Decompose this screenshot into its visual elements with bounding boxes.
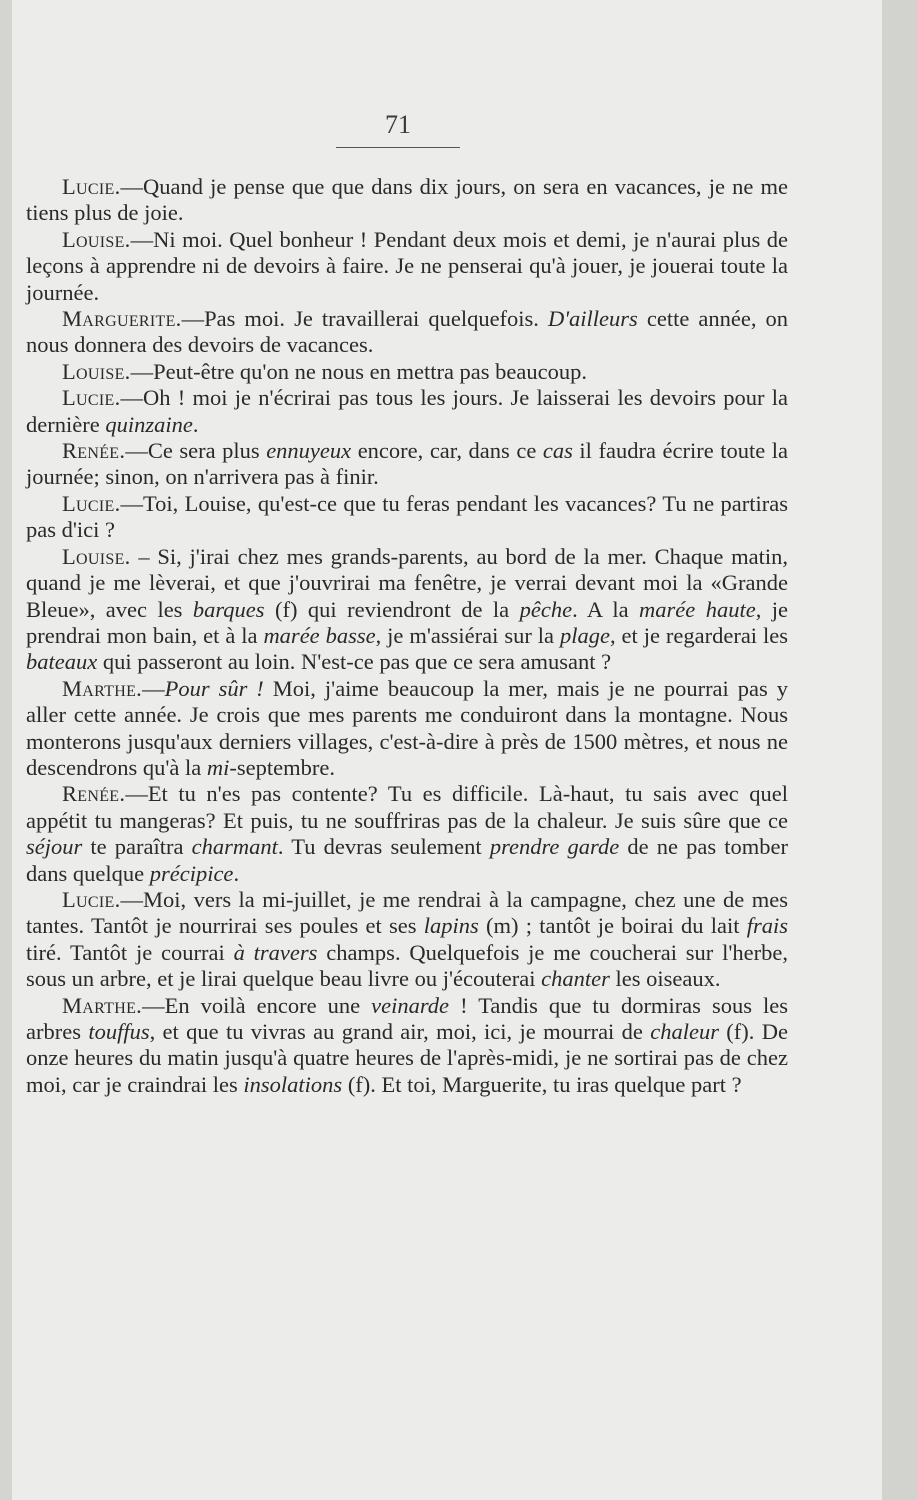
italic-word: Pour sûr ! — [164, 675, 264, 701]
dialogue-text-run: – Si, j'irai chez mes grands-parents, au bord de la mer. Chaque matin, quand je me lèverai, et que j'ouvrirai ma fenêtre, je verrai devant moi la «Grande Bleue», avec les — [26, 543, 788, 622]
speaker-name: Lucie. — [62, 490, 121, 516]
dialogue-text-run: Moi, j'aime beaucoup la mer, mais je ne pourrai pas y aller cette année. Je crois que mes parents me conduiront dans la montagne. Nous monterons jusqu'aux derniers villages, c'est-à-dire à près de 1500 mètres, et nous ne descendrons qu'à la — [26, 675, 788, 780]
speaker-name: Louise. — [62, 543, 131, 569]
dialogue-text-run: . — [233, 860, 240, 886]
dialogue-text-run: —Toi, Louise, qu'est-ce que tu feras pendant les vacances? Tu ne partiras pas d'ici ? — [26, 490, 788, 543]
italic-word: barques — [192, 596, 265, 622]
dialogue-paragraph — [26, 993, 788, 1099]
dialogue-text-run: —En voilà encore une — [142, 992, 372, 1018]
italic-word: touffus — [88, 1019, 150, 1044]
italic-word: plage — [559, 622, 610, 648]
italic-word: chaleur — [650, 1019, 719, 1044]
dialogue-text — [26, 174, 788, 1098]
speaker-name: Marguerite. — [62, 306, 182, 332]
dialogue-text-run: , je prendrai mon bain, et à la — [26, 596, 788, 648]
italic-word: marée basse — [263, 622, 376, 648]
dialogue-text-run: (m) ; tantôt je boirai du lait — [478, 913, 747, 939]
speaker-name: Lucie. — [62, 385, 121, 411]
italic-word: insolations — [243, 1071, 343, 1097]
dialogue-text-run: encore, car, dans ce — [351, 438, 543, 464]
page-outer-edge — [882, 0, 917, 1500]
dialogue-paragraph — [26, 491, 788, 544]
dialogue-text-run: —Peut-être qu'on ne nous en mettra pas beaucoup. — [130, 358, 588, 384]
dialogue-text-run: tiré. Tantôt je courrai — [26, 939, 234, 965]
speaker-name: Renée. — [62, 438, 126, 464]
italic-word: chanter — [541, 966, 610, 992]
dialogue-text-run: ! Tandis que tu dormiras sous les arbres — [26, 992, 788, 1044]
dialogue-text-run: les oiseaux. — [609, 966, 721, 992]
dialogue-paragraph — [26, 174, 788, 227]
dialogue-text-run: qui passeront au loin. N'est-ce pas que ce sera amusant ? — [97, 649, 612, 675]
dialogue-text-run: . A la — [572, 596, 640, 622]
dialogue-paragraph — [26, 544, 788, 676]
page-number-rule — [336, 147, 460, 148]
italic-word: à travers — [233, 939, 318, 965]
dialogue-paragraph — [26, 306, 788, 359]
dialogue-text-run: (f) qui reviendront de la — [264, 596, 520, 622]
dialogue-paragraph — [26, 887, 788, 993]
italic-word: frais — [746, 913, 788, 939]
page-number: 71 — [385, 110, 411, 139]
speaker-name: Louise. — [62, 226, 131, 252]
italic-word: marée haute — [639, 596, 756, 622]
dialogue-paragraph — [26, 781, 788, 887]
dialogue-paragraph — [26, 385, 788, 438]
speaker-name: Louise. — [62, 358, 131, 384]
italic-word: quinzaine — [105, 411, 193, 437]
italic-word: lapins — [423, 913, 479, 939]
dialogue-text-run: — — [142, 675, 165, 701]
dialogue-text-run: —Ce sera plus — [125, 438, 267, 464]
dialogue-text-run: . Tu devras seulement — [277, 834, 490, 860]
speaker-name: Marthe. — [62, 992, 143, 1018]
italic-word: précipice — [149, 860, 234, 886]
dialogue-text-run: (f). Et toi, Marguerite, tu iras quelque part ? — [342, 1071, 742, 1097]
dialogue-text-run: . — [192, 411, 199, 437]
dialogue-text-run: —Moi, vers la mi-juillet, je me rendrai à la campagne, chez une de mes tantes. Tantôt je nourrirai ses poules et ses — [26, 886, 788, 939]
italic-word: séjour — [26, 834, 83, 860]
italic-word: cas — [542, 438, 573, 464]
dialogue-text-run: (f). De onze heures du matin jusqu'à quatre heures de l'après-midi, je ne sortirai pas de chez moi, car je craindrai les — [26, 1019, 788, 1097]
dialogue-paragraph — [26, 227, 788, 306]
dialogue-text-run: —Oh ! moi je n'écrirai pas tous les jours. Je laisserai les devoirs pour la dernière — [26, 385, 788, 437]
dialogue-text-run: —Quand je pense que que dans dix jours, on sera en vacances, je ne me tiens plus de joie. — [26, 174, 788, 226]
italic-word: pêche — [519, 596, 573, 622]
speaker-name: Renée. — [62, 781, 126, 807]
dialogue-text-run: —Ni moi. Quel bonheur ! Pendant deux mois et demi, je n'aurai plus de leçons à apprendre ni de devoirs à faire. Je ne penserai qu'à jouer, je jouerai toute la journée. — [26, 226, 788, 305]
speaker-name: Lucie. — [62, 174, 121, 199]
italic-word: charmant — [191, 834, 278, 860]
italic-word: veinarde — [371, 992, 450, 1018]
dialogue-text-run: champs. Quelquefois je me coucherai sur l'herbe, sous un arbre, et je lirai quelque beau livre ou j'écouterai — [26, 939, 788, 992]
dialogue-text-run: te paraîtra — [82, 834, 192, 860]
dialogue-text-run: cette année, on nous donnera des devoirs de vacances. — [26, 306, 788, 358]
dialogue-text-run: , et que tu vivras au grand air, moi, ici, je mourrai de — [149, 1019, 651, 1044]
italic-word: mi — [206, 754, 230, 780]
dialogue-text-run: de ne pas tomber dans quelque — [26, 834, 788, 886]
italic-word: bateaux — [26, 649, 98, 675]
dialogue-paragraph — [26, 359, 788, 385]
speaker-name: Lucie. — [62, 886, 121, 912]
dialogue-text-run: , et je regarderai les — [609, 622, 788, 648]
italic-word: ennuyeux — [266, 438, 352, 464]
dialogue-text-run: , je m'assiérai sur la — [375, 622, 560, 648]
dialogue-text-run: -septembre. — [229, 754, 335, 780]
dialogue-text-run: il faudra écrire toute la journée; sinon, on n'arrivera pas à finir. — [26, 438, 788, 490]
dialogue-text-run: —Pas moi. Je travaillerai quelquefois. — [181, 306, 548, 332]
italic-word: prendre garde — [489, 834, 620, 860]
dialogue-paragraph — [26, 676, 788, 782]
dialogue-text-run: —Et tu n'es pas contente? Tu es difficile. Là-haut, tu sais avec quel appétit tu mangeras? Et puis, tu ne souffriras pas de la chaleur. Je suis sûre que ce — [26, 781, 788, 833]
dialogue-paragraph — [26, 438, 788, 491]
italic-word: D'ailleurs — [547, 306, 638, 332]
speaker-name: Marthe. — [62, 675, 143, 701]
